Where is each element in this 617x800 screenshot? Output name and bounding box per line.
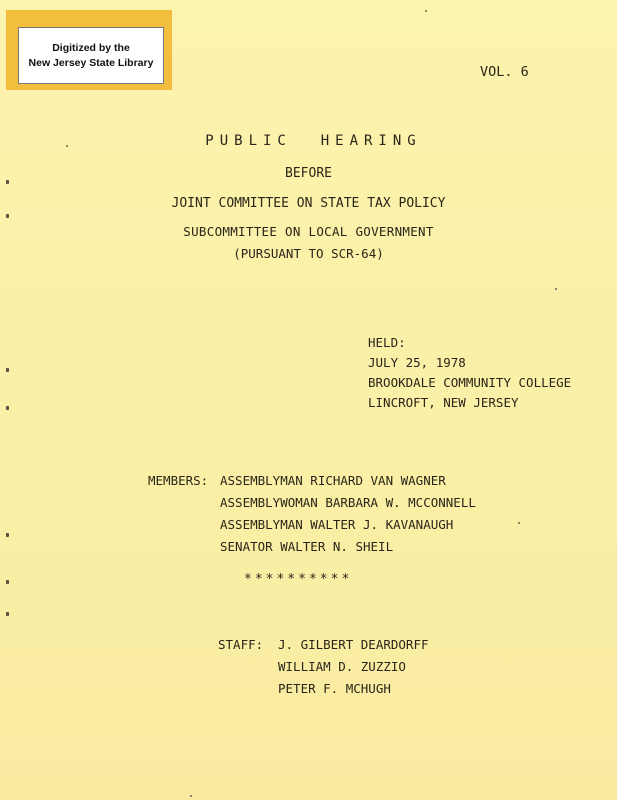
held-label: HELD:	[368, 335, 406, 350]
pursuant-line: (PURSUANT TO SCR-64)	[233, 246, 384, 261]
member-item: ASSEMBLYMAN WALTER J. KAVANAUGH	[220, 517, 454, 532]
staff-item: J. GILBERT DEARDORFF	[278, 637, 429, 652]
member-item: ASSEMBLYMAN RICHARD VAN WAGNER	[220, 473, 446, 488]
library-sticker-label	[18, 27, 164, 84]
members-block	[148, 470, 476, 558]
member-item: SENATOR WALTER N. SHEIL	[220, 539, 394, 554]
member-item: ASSEMBLYWOMAN BARBARA W. MCCONNELL	[220, 495, 476, 510]
binding-hole	[6, 612, 9, 616]
binding-hole	[6, 533, 9, 537]
paper-speck	[66, 145, 68, 147]
committee-name: JOINT COMMITTEE ON STATE TAX POLICY	[171, 196, 446, 211]
staff-block	[218, 634, 429, 700]
binding-hole	[6, 580, 9, 584]
binding-hole	[6, 368, 9, 372]
binding-hole	[6, 214, 9, 218]
held-place: BROOKDALE COMMUNITY COLLEGE	[368, 375, 572, 390]
staff-item: PETER F. MCHUGH	[278, 681, 391, 696]
paper-speck	[555, 288, 557, 290]
separator-stars: **********	[244, 572, 353, 587]
held-block	[368, 333, 571, 413]
binding-hole	[6, 180, 9, 184]
staff-label: STAFF:	[218, 637, 264, 652]
sticker-line-2: New Jersey State Library	[28, 56, 154, 69]
held-date: JULY 25, 1978	[368, 355, 466, 370]
held-city: LINCROFT, NEW JERSEY	[368, 395, 519, 410]
staff-list	[278, 634, 429, 700]
staff-item: WILLIAM D. ZUZZIO	[278, 659, 406, 674]
volume-number: VOL. 6	[480, 64, 529, 80]
members-label: MEMBERS:	[148, 473, 209, 488]
paper-speck	[518, 522, 520, 524]
binding-hole	[6, 406, 9, 410]
document-title: PUBLIC HEARING	[205, 133, 422, 149]
paper-speck	[190, 795, 192, 797]
library-sticker	[6, 10, 172, 90]
paper-speck	[425, 10, 427, 12]
subcommittee-name: SUBCOMMITTEE ON LOCAL GOVERNMENT	[183, 224, 434, 239]
sticker-line-1: Digitized by the	[52, 41, 130, 54]
members-list	[220, 470, 476, 558]
before-line: BEFORE	[285, 166, 332, 181]
